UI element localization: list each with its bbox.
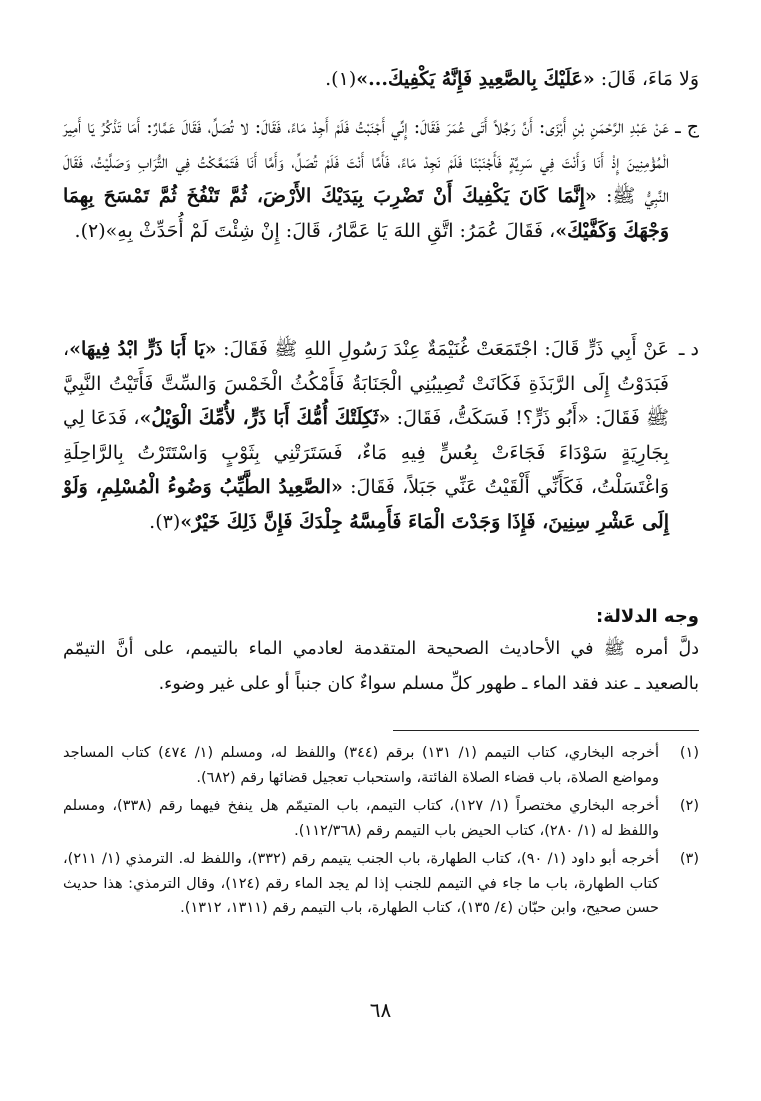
hadith-dal-part1: عَنْ أَبِي ذَرٍّ قَالَ: اجْتَمَعَتْ غُنَيْمَةٌ عِنْدَ رَسُولِ اللهِ ﷺ فَقَالَ: [216,338,670,360]
hadith-jim-part1: عَنْ عَبْدِ الرَّحْمَنِ بْنِ أَبْزَى: أَنَّ رَجُلاً أَتَى عُمَرَ فَقَالَ: إِنِّي أَجْنَبْتُ فَلَمْ أَجِدْ مَاءً، فَقَالَ: لا تُصَلِّ، فَقَالَ عَمَّارٌ: أَمَا تَذْكُرُ يَا أَمِيرَ الْمُؤْمِنِينَ إِذْ أَنَا وَأَنْتَ فِي سَرِيَّةٍ فَأَجْنَبْنَا فَلَمْ نَجِدْ مَاءً، فَأَمَّا أَنْتَ فَلَمْ تُصَلِّ، وَأَمَّا أَنَا فَتَمَعَّكْتُ فِي التُّرَابِ وَصَلَّيْتُ، فَقَالَ النَّبِيُّ ﷺ: [63,116,669,207]
hadith-text-jim [63,110,669,248]
continuation-text: وَلا مَاءَ، قَالَ: [594,68,699,90]
footnote-1 [63,741,699,790]
footnotes [63,741,699,925]
hadith-text-dal [63,332,669,539]
page-number: ٦٨ [369,998,392,1022]
footnote-number: (٣) [679,851,699,867]
footnote-ref-3: (٣). [149,510,181,533]
footnote-ref-1: (١). [325,68,357,90]
item-letter-jim: ج ـ [675,116,699,138]
hadith-item-jim [63,110,699,248]
hadith-dal-quote3: «الصَّعِيدُ الطَّيِّبُ وَضُوءُ الْمُسْلِمِ، وَلَوْ إِلَى عَشْرِ سِنِينَ، فَإِذَا وَجَدْتَ الْمَاءَ فَأَمِسَّهُ جِلْدَكَ فَإِنَّ ذَلِكَ خَيْرٌ» [63,476,669,533]
hadith-dal-part3: ، فَدَعَا لِي بِجَارِيَةٍ سَوْدَاءَ فَجَاءَتْ بِعُسٍّ فِيهِ مَاءٌ، فَسَتَرَتْنِي بِثَوْبٍ وَاسْتَتَرْتُ بِالرَّاحِلَةِ وَاغْتَسَلْتُ، فَكَأَنِّي أَلْقَيْتُ عَنِّي جَبَلاً، فَقَالَ: [63,407,669,498]
hadith-dal-quote2: «ثَكِلَتْكَ أُمُّكَ أَبَا ذَرٍّ، لأُمِّكَ الْوَيْلُ» [139,407,391,429]
footnote-text: أخرجه أبو داود (١/ ٩٠)، كتاب الطهارة، باب الجنب يتيمم رقم (٣٣٢)، واللفظ له. الترمذي (١/ ٢١١)، كتاب الطهارة، باب ما جاء في التيمم للجنب إذا لم يجد الماء رقم (١٢٤)، وقال الترمذي: هذا حديث حسن صحيح، وابن حبّان (٤/ ١٣٥)، كتاب الطهارة، باب التيمم رقم (١٣١١، ١٣١٢). [63,851,660,916]
footnote-divider [393,730,699,731]
footnote-3 [63,847,699,921]
section-text: دلَّ أمره ﷺ في الأحاديث الصحيحة المتقدمة لعادمي الماء بالتيمم، على أنَّ التيمّم بالصعيد ـ عند فقد الماء ـ طهور كلِّ مسلم سواءٌ كان جنباً أو على غير وضوء. [63,639,699,694]
footnote-number: (٢) [679,798,699,814]
footnote-text: أخرجه البخاري، كتاب التيمم (١/ ١٣١) برقم (٣٤٤) واللفظ له، ومسلم (١/ ٤٧٤) كتاب المساجد ومواضع الصلاة، باب قضاء الصلاة الفائتة، واستحباب تعجيل قضائها رقم (٦٨٢). [63,745,660,786]
hadith-jim-quote: «إِنَّمَا كَانَ يَكْفِيكَ أَنْ تَضْرِبَ بِيَدَيْكَ الأَرْضَ، ثُمَّ تَنْفُخَ ثُمَّ تَمْسَحَ بِهِمَا وَجْهَكَ وَكَفَّيْكَ» [63,185,669,242]
hadith-dal-quote1: «يَا أَبَا ذَرٍّ ابْدُ فِيهَا» [69,338,217,360]
continuation-line [63,62,699,97]
hadith-item-dal [63,332,699,539]
hadith-jim-part2: ، فَقَالَ عُمَرُ: اتَّقِ اللهَ يَا عَمَّارُ، قَالَ: إِنْ شِئْتَ لَمْ أُحَدِّثْ بِهِ» [105,219,556,242]
footnote-2 [63,794,699,843]
footnote-ref-2: (٢). [74,219,106,242]
evidence-section [63,602,699,702]
section-heading: وجه الدلالة: [596,606,699,627]
continuation-quote: «عَلَيْكَ بِالصَّعِيدِ فَإِنَّهُ يَكْفِيكَ...» [356,68,595,90]
footnote-text: أخرجه البخاري مختصراً (١/ ١٢٧)، كتاب التيمم، باب المتيمّم هل ينفخ فيهما رقم (٣٣٨)، ومسلم واللفظ له (١/ ٢٨٠)، كتاب الحيض باب التيمم رقم (١١٢/٣٦٨). [63,798,660,839]
hadith-dal-part2: ، فَبَدَوْتُ إِلَى الرَّبَذَةِ فَكَانَتْ تُصِيبُنِي الْجَنَابَةُ فَأَمْكُثُ الْخَمْسَ وَالسِّتَّ فَأَتَيْتُ النَّبِيَّ ﷺ فَقَالَ: «أَبُو ذَرٍّ؟! فَسَكَتُّ، فَقَالَ: [63,338,669,429]
footnote-number: (١) [679,745,699,761]
item-letter-dal: د ـ [678,338,699,360]
